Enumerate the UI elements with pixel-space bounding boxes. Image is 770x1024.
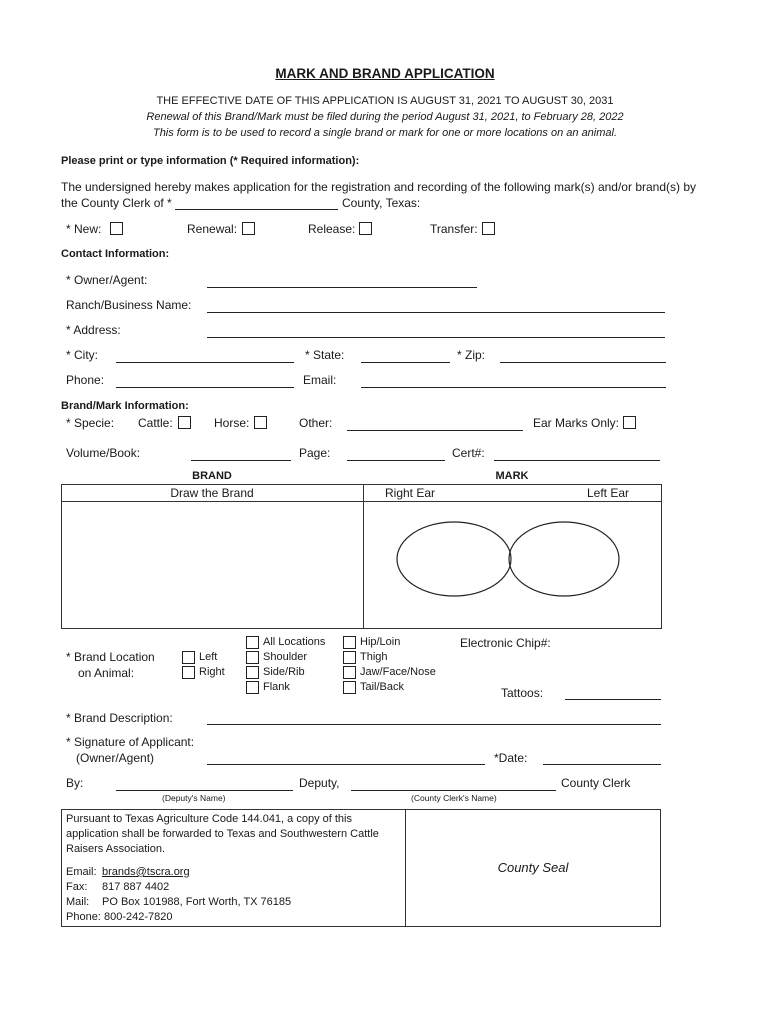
flank-label: Flank — [263, 681, 290, 693]
footer-mail: PO Box 101988, Fort Worth, TX 76185 — [102, 896, 292, 908]
draw-brand-area[interactable] — [62, 502, 362, 628]
other-label: Other: — [299, 416, 333, 430]
mark-heading: MARK — [495, 470, 529, 482]
left-ear-label: Left Ear — [587, 486, 630, 500]
footer-email-label: Email: — [66, 866, 97, 878]
owner-agent-label: (Owner/Agent) — [76, 751, 155, 765]
shoulder-checkbox[interactable] — [246, 651, 259, 664]
page-label: Page: — [299, 446, 331, 460]
cert-field[interactable] — [494, 460, 660, 461]
zip-label: * Zip: — [457, 348, 486, 362]
deputy-name-caption: (Deputy's Name) — [162, 793, 226, 803]
description-field[interactable] — [207, 724, 661, 725]
release-label: Release: — [308, 222, 356, 236]
tattoos-label: Tattoos: — [501, 686, 544, 700]
new-label: * New: — [66, 222, 102, 236]
footer-phone-label: Phone: — [66, 911, 101, 923]
draw-brand-label: Draw the Brand — [170, 486, 254, 500]
chip-label: Electronic Chip#: — [460, 636, 551, 650]
use-note: This form is to be used to record a single brand or mark for one or more locations on an animal. — [152, 127, 618, 139]
left-ear-oval — [509, 522, 619, 596]
right-label: Right — [199, 666, 225, 678]
by-label: By: — [66, 776, 84, 790]
deputy-name-field[interactable] — [116, 790, 293, 791]
right-ear-oval — [397, 522, 511, 596]
all-locations-label: All Locations — [263, 636, 326, 648]
tattoos-field[interactable] — [565, 699, 661, 700]
owner-label: * Owner/Agent: — [66, 273, 148, 287]
phone-field[interactable] — [116, 387, 294, 388]
ear-mark-diagram[interactable] — [364, 502, 661, 628]
left-checkbox[interactable] — [182, 651, 195, 664]
state-label: * State: — [305, 348, 345, 362]
renewal-checkbox[interactable] — [242, 222, 255, 235]
description-label: * Brand Description: — [66, 711, 173, 725]
brandinfo-heading: Brand/Mark Information: — [61, 400, 189, 412]
footer-phone: 800-242-7820 — [104, 911, 173, 923]
right-checkbox[interactable] — [182, 666, 195, 679]
state-field[interactable] — [361, 362, 450, 363]
siderib-checkbox[interactable] — [246, 666, 259, 679]
footer-fax-label: Fax: — [66, 881, 88, 893]
effective-date: THE EFFECTIVE DATE OF THIS APPLICATION IS AUGUST 31, 2021 TO AUGUST 30, 2031 — [156, 95, 614, 107]
address-field[interactable] — [207, 337, 665, 338]
pursuant-line-3: Raisers Association. — [66, 843, 166, 855]
footer-fax: 817 887 4402 — [102, 881, 170, 893]
flank-checkbox[interactable] — [246, 681, 259, 694]
email-field[interactable] — [361, 387, 666, 388]
thigh-checkbox[interactable] — [343, 651, 356, 664]
ranch-label: Ranch/Business Name: — [66, 298, 192, 312]
clerk-name-field[interactable] — [351, 790, 556, 791]
tail-checkbox[interactable] — [343, 681, 356, 694]
on-animal-label: on Animal: — [78, 666, 135, 680]
shoulder-label: Shoulder — [263, 651, 308, 663]
county-field[interactable] — [175, 209, 338, 210]
contact-heading: Contact Information: — [61, 248, 170, 260]
deputy-label: Deputy, — [299, 776, 340, 790]
footer-email-link[interactable]: brands@tscra.org — [102, 866, 190, 878]
form-title: MARK AND BRAND APPLICATION — [275, 66, 495, 81]
brand-location-label: * Brand Location — [66, 650, 155, 664]
email-label: Email: — [303, 373, 337, 387]
clerk-suffix: County, Texas: — [342, 196, 421, 210]
all-locations-checkbox[interactable] — [246, 636, 259, 649]
zip-field[interactable] — [500, 362, 666, 363]
transfer-checkbox[interactable] — [482, 222, 495, 235]
county-clerk-label: County Clerk — [561, 776, 631, 790]
footer-mail-label: Mail: — [66, 896, 90, 908]
cert-label: Cert#: — [452, 446, 485, 460]
pursuant-line-1: Pursuant to Texas Agriculture Code 144.041, a copy of this — [66, 813, 352, 825]
date-label: *Date: — [494, 751, 528, 765]
horse-checkbox[interactable] — [254, 416, 267, 429]
volume-field[interactable] — [191, 460, 291, 461]
owner-field[interactable] — [207, 287, 477, 288]
tail-label: Tail/Back — [360, 681, 405, 693]
city-label: * City: — [66, 348, 99, 362]
signature-label: * Signature of Applicant: — [66, 735, 195, 749]
brand-heading: BRAND — [192, 470, 232, 482]
earmarks-label: Ear Marks Only: — [533, 416, 620, 430]
phone-label: Phone: — [66, 373, 105, 387]
transfer-label: Transfer: — [430, 222, 478, 236]
clerk-name-caption: (County Clerk's Name) — [411, 793, 497, 803]
county-seal-label: County Seal — [497, 860, 569, 875]
cattle-checkbox[interactable] — [178, 416, 191, 429]
address-label: * Address: — [66, 323, 121, 337]
thigh-label: Thigh — [360, 651, 388, 663]
earmarks-checkbox[interactable] — [623, 416, 636, 429]
siderib-label: Side/Rib — [263, 666, 305, 678]
city-field[interactable] — [116, 362, 294, 363]
jaw-checkbox[interactable] — [343, 666, 356, 679]
ranch-field[interactable] — [207, 312, 665, 313]
cattle-label: Cattle: — [138, 416, 173, 430]
renewal-label: Renewal: — [187, 222, 238, 236]
hiploin-checkbox[interactable] — [343, 636, 356, 649]
renewal-note: Renewal of this Brand/Mark must be filed during the period August 31, 2021, to February 28, 2022 — [146, 111, 624, 123]
new-checkbox[interactable] — [110, 222, 123, 235]
signature-field[interactable] — [207, 764, 485, 765]
jaw-label: Jaw/Face/Nose — [360, 666, 436, 678]
left-label: Left — [199, 651, 218, 663]
specie-label: * Specie: — [66, 416, 115, 430]
page-field[interactable] — [347, 460, 445, 461]
pursuant-line-2: application shall be forwarded to Texas and Southwestern Cattle — [66, 828, 379, 840]
clerk-prefix: the County Clerk of * — [61, 196, 172, 210]
release-checkbox[interactable] — [359, 222, 372, 235]
volume-label: Volume/Book: — [66, 446, 141, 460]
date-field[interactable] — [543, 764, 661, 765]
right-ear-label: Right Ear — [385, 486, 436, 500]
horse-label: Horse: — [214, 416, 250, 430]
other-field[interactable] — [347, 430, 523, 431]
hiploin-label: Hip/Loin — [360, 636, 401, 648]
instructions: Please print or type information (* Required information): — [61, 155, 360, 167]
application-text: The undersigned hereby makes application for the registration and recording of the following mark(s) and/or brand(s) by — [61, 180, 697, 194]
